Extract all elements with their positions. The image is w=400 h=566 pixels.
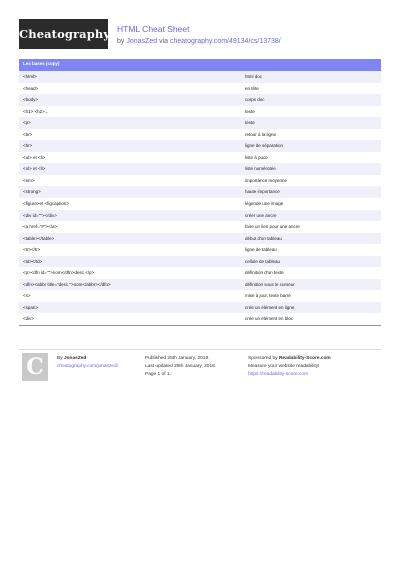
table-row xyxy=(19,94,381,106)
footer-sponsor xyxy=(248,355,331,379)
table-row xyxy=(19,163,381,175)
table-row xyxy=(19,117,381,129)
row-code: <body> xyxy=(23,97,39,103)
table-row xyxy=(19,198,381,210)
row-description: texte xyxy=(245,120,255,126)
table-row xyxy=(19,279,381,291)
row-code: <ol> et <li> xyxy=(23,166,46,172)
page-count: Page 1 of 1. xyxy=(145,372,171,377)
row-description: retour à la ligne xyxy=(245,131,277,137)
author-link[interactable]: JonasZed xyxy=(126,38,158,45)
title-block xyxy=(117,24,281,46)
row-description: mise à jour, texte barré xyxy=(245,293,291,299)
row-description: définition d'un texte xyxy=(245,270,284,276)
table-row xyxy=(19,290,381,302)
row-code: <html> xyxy=(23,74,37,79)
footer-author-name[interactable]: JonasZed xyxy=(63,356,87,361)
table-row xyxy=(19,71,381,83)
cheat-section xyxy=(19,59,381,326)
sheet-title: HTML Cheat Sheet xyxy=(117,24,190,34)
row-code: <s> xyxy=(23,293,31,299)
by-label: by xyxy=(117,38,125,45)
sponsor-url[interactable]: https://readability-score.com xyxy=(248,372,308,377)
row-code: <br> xyxy=(23,131,33,137)
table-row xyxy=(19,186,381,198)
row-code: <h1> <h2>... xyxy=(23,108,49,114)
updated-date: Last updated 25th January, 2018. xyxy=(145,364,217,369)
section-rows xyxy=(19,71,381,326)
footer-divider xyxy=(19,349,381,350)
table-row xyxy=(19,175,381,187)
footer-author-line xyxy=(57,355,118,363)
row-description: début d'un tableau xyxy=(245,235,282,241)
row-code: <table></table> xyxy=(23,235,55,241)
row-description: cellule de tableau xyxy=(245,258,281,264)
sponsor-prefix: Sponsored by xyxy=(248,356,278,361)
table-row xyxy=(19,233,381,245)
row-description: ligne de tableau xyxy=(245,247,277,253)
row-description: importance moyenne xyxy=(245,177,288,183)
table-row xyxy=(19,302,381,314)
author-avatar: C xyxy=(22,353,48,381)
row-code: <p><dfn id="">nom</dfn>desc.</p> xyxy=(23,270,95,276)
row-code: <strong> xyxy=(23,189,41,195)
page-footer xyxy=(19,353,381,383)
table-row xyxy=(19,313,381,325)
table-row xyxy=(19,267,381,279)
row-code: <div> xyxy=(23,316,35,322)
table-row xyxy=(19,244,381,256)
row-description: crée un élément en ligne xyxy=(245,304,295,310)
row-description: crée un élément en bloc xyxy=(245,316,294,322)
row-description: haute importance xyxy=(245,189,280,195)
row-description: liste à puce xyxy=(245,154,268,160)
table-row xyxy=(19,106,381,118)
table-row xyxy=(19,140,381,152)
table-row xyxy=(19,210,381,222)
footer-author xyxy=(57,355,118,371)
row-code: <div id=""></div> xyxy=(23,212,57,218)
row-description: texte xyxy=(245,108,255,114)
row-description: légende une image xyxy=(245,201,284,207)
sponsor-text: Measure your website readability! xyxy=(248,364,320,369)
row-code: <p> xyxy=(23,120,31,126)
row-code: <tr></tr> xyxy=(23,247,41,253)
published-date: Published 25th January, 2018. xyxy=(145,356,210,361)
table-row xyxy=(19,83,381,95)
footer-author-url[interactable]: cheatography.com/jonaszed/ xyxy=(57,364,118,369)
sponsor-name[interactable]: Readability-Score.com xyxy=(278,356,331,361)
row-description: créer une ancre xyxy=(245,212,277,218)
sheet-url-link[interactable]: cheatography.com/49134/cs/13738/ xyxy=(169,38,281,45)
table-row xyxy=(19,221,381,233)
row-code: <a href="#"></a> xyxy=(23,224,58,230)
row-code: <td></td> xyxy=(23,258,43,264)
row-code: <head> xyxy=(23,85,39,91)
footer-by-label: By xyxy=(57,356,63,361)
row-description: faire un lien pour une ancre xyxy=(245,224,300,230)
byline xyxy=(117,37,281,46)
section-title: Les bases (copy) xyxy=(19,59,381,71)
table-row xyxy=(19,256,381,268)
page-header xyxy=(19,19,381,49)
row-description: ligne de séparation xyxy=(245,143,284,149)
row-description: liste numérotée xyxy=(245,166,276,172)
row-code: <em> xyxy=(23,177,35,183)
table-row xyxy=(19,129,381,141)
cheatography-logo[interactable]: Cheatography xyxy=(19,19,108,49)
row-code: <dfn><abbr title="desc.">nom</abbr></dfn> xyxy=(23,281,111,287)
row-code: <span> xyxy=(23,304,39,310)
row-code: <figure>et <figcaption> xyxy=(23,201,70,207)
footer-dates xyxy=(145,355,216,379)
row-description: corps doc xyxy=(245,97,265,103)
table-row xyxy=(19,152,381,164)
row-description: définition sous le curseur xyxy=(245,281,295,287)
row-code: <ul> et <li> xyxy=(23,154,46,160)
row-code: <hr> xyxy=(23,143,33,149)
via-label: via xyxy=(159,38,169,45)
row-description: html doc xyxy=(245,74,263,79)
sponsor-line xyxy=(248,355,331,363)
row-description: en tête xyxy=(245,85,259,91)
